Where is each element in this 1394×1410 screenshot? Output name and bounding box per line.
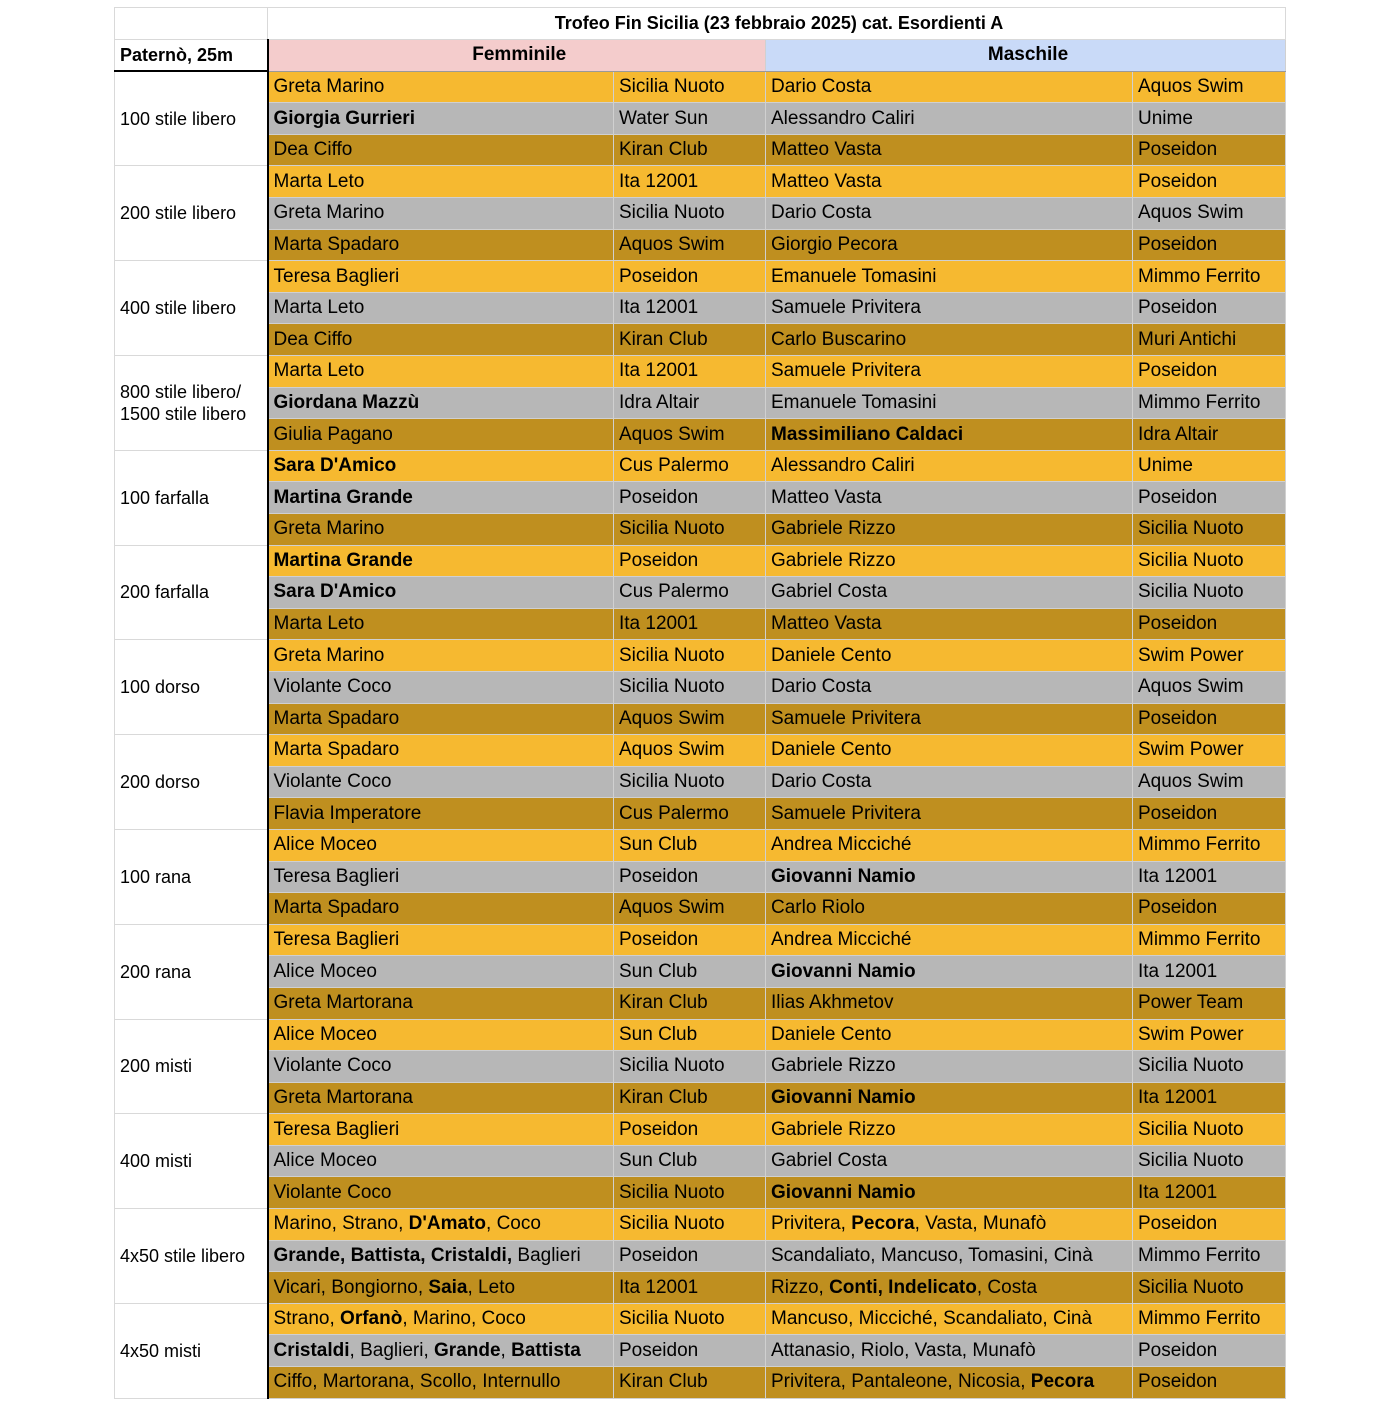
table-row [115,198,1286,230]
female-club: Aquos Swim [614,735,766,767]
female-club: Poseidon [614,545,766,577]
male-club: Poseidon [1133,482,1286,514]
male-club: Mimmo Ferrito [1133,387,1286,419]
table-row [115,450,1286,482]
table-row [115,482,1286,514]
male-athlete: Andrea Micciché [766,829,1133,861]
male-club: Sicilia Nuoto [1133,1272,1286,1304]
male-athlete: Rizzo, Conti, Indelicato, Costa [766,1272,1133,1304]
table-row [115,514,1286,546]
male-club: Poseidon [1133,1209,1286,1241]
male-club: Poseidon [1133,703,1286,735]
male-club: Unime [1133,103,1286,135]
male-athlete: Samuele Privitera [766,292,1133,324]
table-row [115,1145,1286,1177]
male-club: Mimmo Ferrito [1133,261,1286,293]
male-athlete: Daniele Cento [766,640,1133,672]
table-row [115,829,1286,861]
male-club: Poseidon [1133,798,1286,830]
male-club: Poseidon [1133,292,1286,324]
female-club: Sicilia Nuoto [614,198,766,230]
female-athlete: Martina Grande [268,545,614,577]
female-athlete: Martina Grande [268,482,614,514]
female-athlete: Alice Moceo [268,1145,614,1177]
table-row [115,356,1286,388]
male-athlete: Dario Costa [766,198,1133,230]
male-athlete: Giovanni Namio [766,1082,1133,1114]
male-club: Aquos Swim [1133,766,1286,798]
male-athlete: Dario Costa [766,671,1133,703]
table-row [115,134,1286,166]
female-club: Kiran Club [614,1367,766,1399]
table-row [115,324,1286,356]
female-club: Sun Club [614,829,766,861]
male-club: Mimmo Ferrito [1133,1240,1286,1272]
table-row [115,640,1286,672]
female-athlete: Marta Leto [268,608,614,640]
male-athlete: Giovanni Namio [766,956,1133,988]
table-row [115,924,1286,956]
male-club: Idra Altair [1133,419,1286,451]
table-row [115,545,1286,577]
female-club: Sun Club [614,1145,766,1177]
female-athlete: Sara D'Amico [268,450,614,482]
female-club: Sicilia Nuoto [614,640,766,672]
male-club: Poseidon [1133,166,1286,198]
female-club: Ita 12001 [614,292,766,324]
female-club: Sicilia Nuoto [614,71,766,103]
male-athlete: Gabriele Rizzo [766,514,1133,546]
event-name: 100 stile libero [115,71,268,166]
female-club: Cus Palermo [614,798,766,830]
male-athlete: Samuele Privitera [766,703,1133,735]
female-athlete: Flavia Imperatore [268,798,614,830]
male-club: Mimmo Ferrito [1133,1303,1286,1335]
male-athlete: Dario Costa [766,71,1133,103]
female-club: Poseidon [614,261,766,293]
male-club: Mimmo Ferrito [1133,924,1286,956]
female-club: Aquos Swim [614,893,766,925]
female-athlete: Dea Ciffo [268,134,614,166]
female-club: Sicilia Nuoto [614,671,766,703]
male-athlete: Alessandro Caliri [766,103,1133,135]
male-club: Swim Power [1133,735,1286,767]
event-name: 4x50 misti [115,1303,268,1398]
male-athlete: Andrea Micciché [766,924,1133,956]
female-athlete: Giulia Pagano [268,419,614,451]
table-row [115,608,1286,640]
female-club: Sun Club [614,956,766,988]
table-row [115,1082,1286,1114]
male-club: Power Team [1133,987,1286,1019]
event-name: 200 misti [115,1019,268,1114]
female-athlete: Marta Leto [268,292,614,324]
female-club: Cus Palermo [614,577,766,609]
header-male: Maschile [766,39,1286,71]
male-athlete: Giorgio Pecora [766,229,1133,261]
event-name: 100 farfalla [115,450,268,545]
female-athlete: Greta Marino [268,198,614,230]
male-athlete: Scandaliato, Mancuso, Tomasini, Cinà [766,1240,1133,1272]
male-club: Ita 12001 [1133,1177,1286,1209]
male-athlete: Samuele Privitera [766,356,1133,388]
female-athlete: Vicari, Bongiorno, Saia, Leto [268,1272,614,1304]
female-athlete: Teresa Baglieri [268,924,614,956]
event-name: 200 farfalla [115,545,268,640]
male-athlete: Ilias Akhmetov [766,987,1133,1019]
table-row [115,261,1286,293]
female-athlete: Ciffo, Martorana, Scollo, Internullo [268,1367,614,1399]
female-club: Ita 12001 [614,166,766,198]
female-athlete: Greta Marino [268,640,614,672]
female-club: Poseidon [614,861,766,893]
results-table [114,7,1286,1399]
table-row [115,292,1286,324]
event-name: 200 dorso [115,735,268,830]
table-row [115,1335,1286,1367]
venue-label: Paternò, 25m [115,39,268,71]
female-club: Poseidon [614,1335,766,1367]
female-club: Aquos Swim [614,229,766,261]
female-club: Kiran Club [614,134,766,166]
male-club: Ita 12001 [1133,861,1286,893]
male-club: Unime [1133,450,1286,482]
male-club: Sicilia Nuoto [1133,1145,1286,1177]
male-athlete: Mancuso, Micciché, Scandaliato, Cinà [766,1303,1133,1335]
event-name: 200 stile libero [115,166,268,261]
male-athlete: Privitera, Pecora, Vasta, Munafò [766,1209,1133,1241]
female-club: Kiran Club [614,324,766,356]
female-club: Sicilia Nuoto [614,514,766,546]
female-athlete: Marta Spadaro [268,229,614,261]
table-row [115,1367,1286,1399]
female-club: Ita 12001 [614,1272,766,1304]
table-row [115,71,1286,103]
male-club: Muri Antichi [1133,324,1286,356]
table-row [115,103,1286,135]
female-athlete: Alice Moceo [268,829,614,861]
female-athlete: Greta Marino [268,71,614,103]
event-name: 4x50 stile libero [115,1209,268,1304]
female-club: Sicilia Nuoto [614,1177,766,1209]
male-club: Sicilia Nuoto [1133,1051,1286,1083]
table-row [115,1272,1286,1304]
male-club: Sicilia Nuoto [1133,514,1286,546]
male-athlete: Daniele Cento [766,735,1133,767]
female-club: Poseidon [614,482,766,514]
table-row [115,166,1286,198]
male-athlete: Matteo Vasta [766,134,1133,166]
male-club: Sicilia Nuoto [1133,545,1286,577]
table-row [115,577,1286,609]
male-athlete: Dario Costa [766,766,1133,798]
table-row [115,1019,1286,1051]
male-athlete: Gabriele Rizzo [766,1114,1133,1146]
corner-cell [115,8,268,40]
table-row [115,387,1286,419]
male-club: Aquos Swim [1133,671,1286,703]
female-club: Kiran Club [614,1082,766,1114]
male-athlete: Alessandro Caliri [766,450,1133,482]
table-row [115,798,1286,830]
female-athlete: Cristaldi, Baglieri, Grande, Battista [268,1335,614,1367]
male-athlete: Carlo Buscarino [766,324,1133,356]
event-name: 100 rana [115,829,268,924]
female-club: Sicilia Nuoto [614,1051,766,1083]
female-club: Cus Palermo [614,450,766,482]
male-club: Poseidon [1133,608,1286,640]
male-athlete: Samuele Privitera [766,798,1133,830]
male-athlete: Attanasio, Riolo, Vasta, Munafò [766,1335,1133,1367]
male-athlete: Gabriele Rizzo [766,545,1133,577]
table-row [115,671,1286,703]
female-athlete: Alice Moceo [268,1019,614,1051]
male-club: Poseidon [1133,1335,1286,1367]
female-athlete: Greta Martorana [268,1082,614,1114]
female-club: Water Sun [614,103,766,135]
male-athlete: Massimiliano Caldaci [766,419,1133,451]
male-club: Poseidon [1133,893,1286,925]
female-athlete: Sara D'Amico [268,577,614,609]
female-athlete: Grande, Battista, Cristaldi, Baglieri [268,1240,614,1272]
table-title: Trofeo Fin Sicilia (23 febbraio 2025) cat. Esordienti A [268,8,1286,40]
female-club: Poseidon [614,1240,766,1272]
male-club: Poseidon [1133,356,1286,388]
table-row [115,1240,1286,1272]
table-row [115,229,1286,261]
female-athlete: Marta Leto [268,166,614,198]
female-athlete: Violante Coco [268,1051,614,1083]
event-name: 400 misti [115,1114,268,1209]
male-club: Poseidon [1133,1367,1286,1399]
female-club: Ita 12001 [614,356,766,388]
event-name: 100 dorso [115,640,268,735]
male-club: Swim Power [1133,640,1286,672]
male-athlete: Carlo Riolo [766,893,1133,925]
female-athlete: Giorgia Gurrieri [268,103,614,135]
female-athlete: Violante Coco [268,1177,614,1209]
female-club: Kiran Club [614,987,766,1019]
female-athlete: Marino, Strano, D'Amato, Coco [268,1209,614,1241]
male-club: Poseidon [1133,134,1286,166]
female-athlete: Greta Marino [268,514,614,546]
male-club: Aquos Swim [1133,71,1286,103]
female-athlete: Giordana Mazzù [268,387,614,419]
table-row [115,735,1286,767]
female-athlete: Greta Martorana [268,987,614,1019]
male-club: Swim Power [1133,1019,1286,1051]
female-club: Sicilia Nuoto [614,766,766,798]
event-name: 400 stile libero [115,261,268,356]
event-name: 200 rana [115,924,268,1019]
male-athlete: Gabriel Costa [766,577,1133,609]
female-athlete: Teresa Baglieri [268,861,614,893]
female-club: Aquos Swim [614,703,766,735]
female-athlete: Marta Spadaro [268,735,614,767]
male-athlete: Gabriele Rizzo [766,1051,1133,1083]
male-athlete: Emanuele Tomasini [766,387,1133,419]
male-athlete: Emanuele Tomasini [766,261,1133,293]
female-athlete: Marta Leto [268,356,614,388]
male-club: Sicilia Nuoto [1133,1114,1286,1146]
male-athlete: Giovanni Namio [766,1177,1133,1209]
female-club: Sicilia Nuoto [614,1303,766,1335]
female-athlete: Teresa Baglieri [268,1114,614,1146]
table-row [115,893,1286,925]
male-athlete: Matteo Vasta [766,482,1133,514]
female-athlete: Violante Coco [268,766,614,798]
results-body [115,71,1286,1398]
female-athlete: Violante Coco [268,671,614,703]
table-row [115,956,1286,988]
female-club: Ita 12001 [614,608,766,640]
table-row [115,1051,1286,1083]
female-club: Sun Club [614,1019,766,1051]
male-athlete: Privitera, Pantaleone, Nicosia, Pecora [766,1367,1133,1399]
table-row [115,1303,1286,1335]
header-female: Femminile [268,39,766,71]
table-row [115,766,1286,798]
male-club: Sicilia Nuoto [1133,577,1286,609]
table-row [115,1209,1286,1241]
female-club: Idra Altair [614,387,766,419]
male-club: Poseidon [1133,229,1286,261]
female-athlete: Strano, Orfanò, Marino, Coco [268,1303,614,1335]
male-athlete: Matteo Vasta [766,608,1133,640]
table-row [115,419,1286,451]
male-club: Aquos Swim [1133,198,1286,230]
female-club: Sicilia Nuoto [614,1209,766,1241]
table-row [115,987,1286,1019]
female-athlete: Teresa Baglieri [268,261,614,293]
female-athlete: Marta Spadaro [268,703,614,735]
male-athlete: Daniele Cento [766,1019,1133,1051]
male-athlete: Matteo Vasta [766,166,1133,198]
female-athlete: Alice Moceo [268,956,614,988]
female-club: Poseidon [614,1114,766,1146]
table-row [115,861,1286,893]
female-athlete: Dea Ciffo [268,324,614,356]
table-row [115,1177,1286,1209]
event-name: 800 stile libero/ 1500 stile libero [115,356,268,451]
table-row [115,1114,1286,1146]
female-club: Poseidon [614,924,766,956]
table-row [115,703,1286,735]
male-club: Ita 12001 [1133,1082,1286,1114]
male-club: Mimmo Ferrito [1133,829,1286,861]
male-club: Ita 12001 [1133,956,1286,988]
male-athlete: Gabriel Costa [766,1145,1133,1177]
female-club: Aquos Swim [614,419,766,451]
female-athlete: Marta Spadaro [268,893,614,925]
male-athlete: Giovanni Namio [766,861,1133,893]
